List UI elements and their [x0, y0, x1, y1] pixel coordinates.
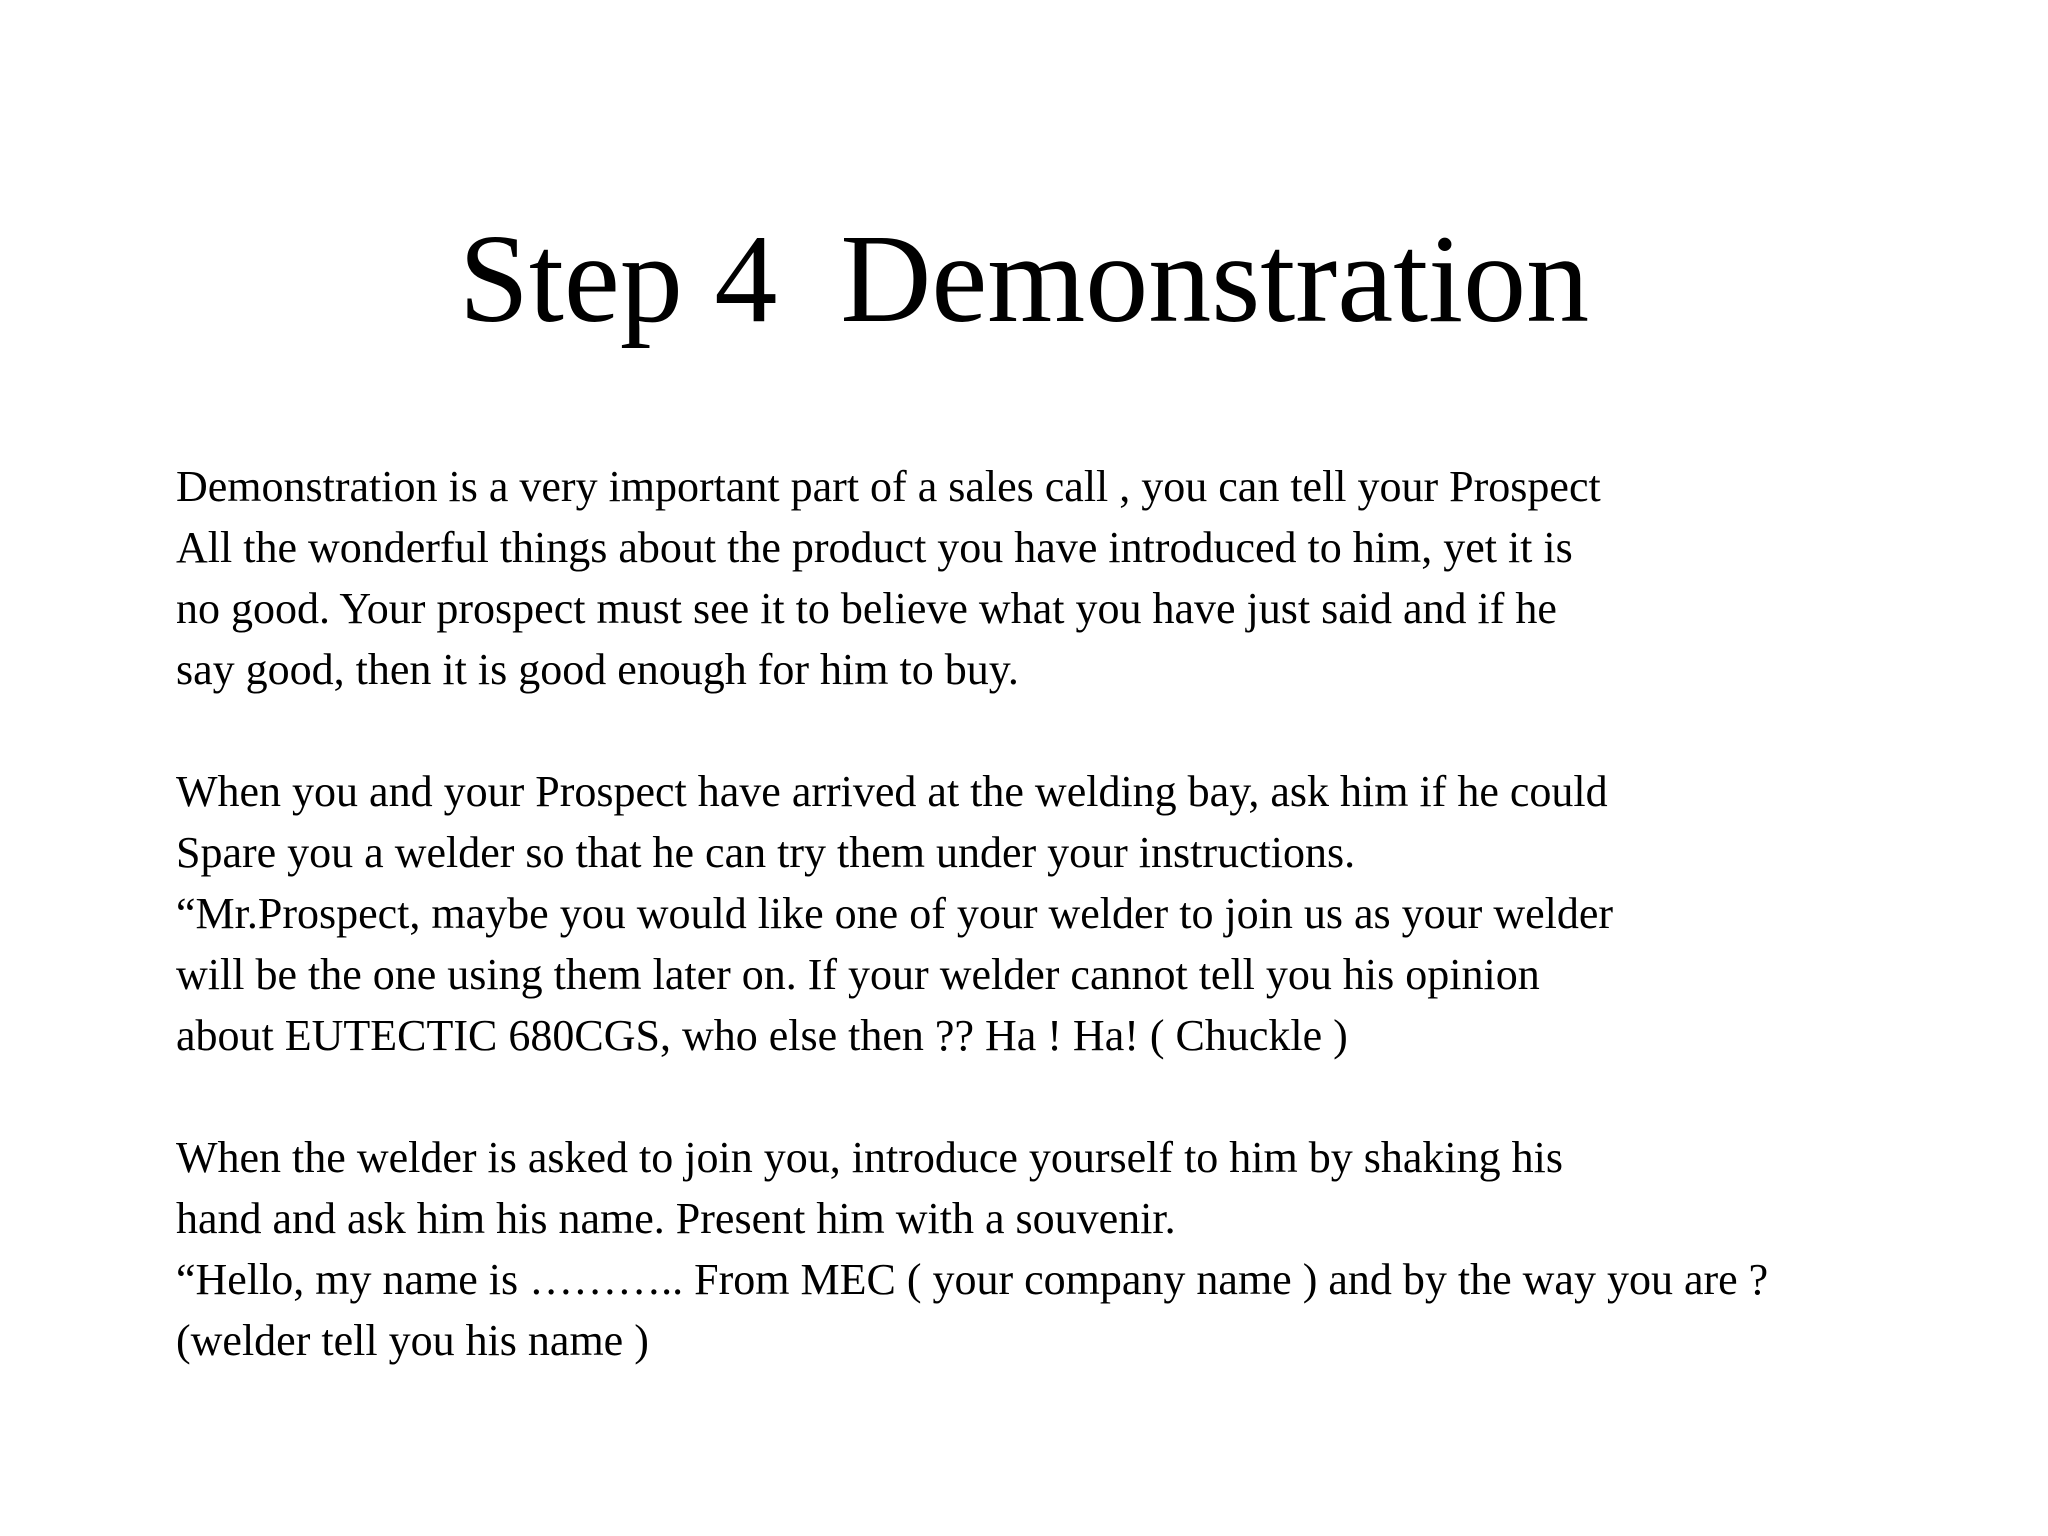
- text-line: “Mr.Prospect, maybe you would like one of your welder to join us as your welder: [176, 889, 1614, 938]
- paragraph-welding-bay: [176, 761, 2036, 1066]
- text-line: (welder tell you his name ): [176, 1316, 649, 1365]
- text-line: Spare you a welder so that he can try them under your instructions.: [176, 828, 1356, 877]
- text-line: hand and ask him his name. Present him with a souvenir.: [176, 1194, 1176, 1243]
- slide-title: Step 4 Demonstration: [458, 210, 1590, 349]
- text-line: Demonstration is a very important part of a sales call , you can tell your Prospect: [176, 462, 1601, 511]
- slide-body: [176, 456, 2036, 1432]
- text-line: When you and your Prospect have arrived at the welding bay, ask him if he could: [176, 767, 1608, 816]
- text-line: say good, then it is good enough for him to buy.: [176, 645, 1019, 694]
- paragraph-demonstration-importance: [176, 456, 2036, 700]
- paragraph-introduce-welder: [176, 1127, 2036, 1371]
- text-line: When the welder is asked to join you, introduce yourself to him by shaking his: [176, 1133, 1563, 1182]
- text-line: no good. Your prospect must see it to believe what you have just said and if he: [176, 584, 1557, 633]
- text-line: “Hello, my name is ……….. From MEC ( your company name ) and by the way you are ?: [176, 1255, 1769, 1304]
- text-line: about EUTECTIC 680CGS, who else then ?? Ha ! Ha! ( Chuckle ): [176, 1011, 1348, 1060]
- text-line: All the wonderful things about the product you have introduced to him, yet it is: [176, 523, 1573, 572]
- text-line: will be the one using them later on. If your welder cannot tell you his opinion: [176, 950, 1540, 999]
